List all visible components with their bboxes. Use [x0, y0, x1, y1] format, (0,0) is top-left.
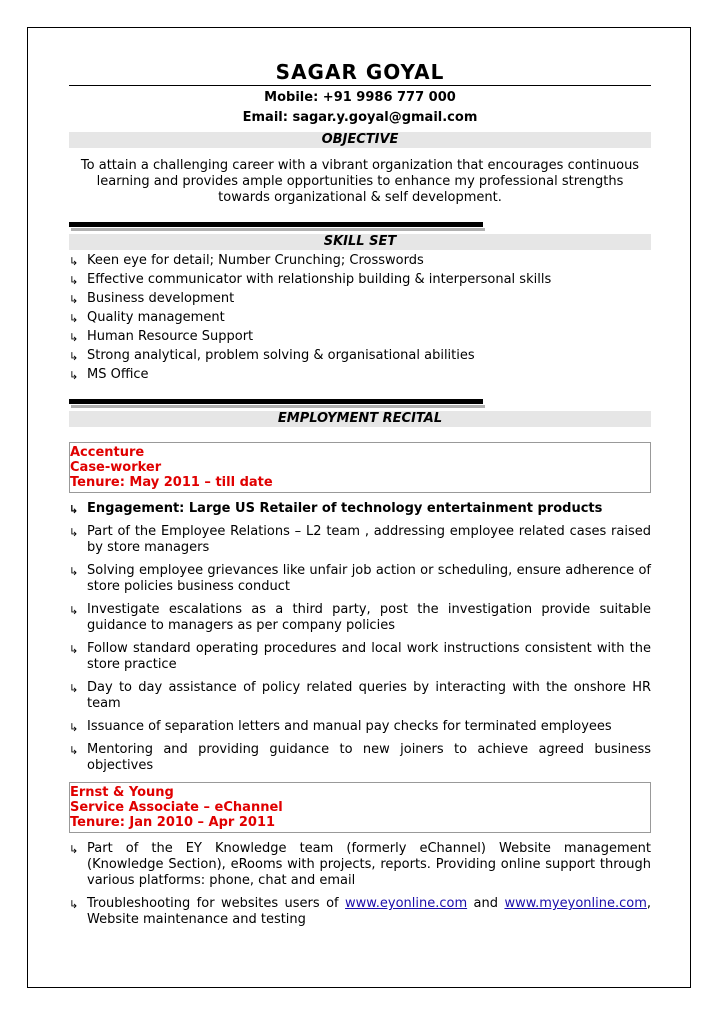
- arrow-bullet-icon: ↳: [69, 274, 79, 287]
- duty-text: Mentoring and providing guidance to new joiners to achieve agreed business objectives: [87, 742, 651, 773]
- skill-text: Strong analytical, problem solving & organisational abilities: [87, 348, 475, 363]
- company-name: Accenture: [70, 445, 145, 460]
- arrow-bullet-icon: ↳: [69, 503, 79, 516]
- objective-heading: OBJECTIVE: [69, 132, 651, 148]
- skills-heading: SKILL SET: [69, 234, 651, 250]
- name-divider: [69, 85, 651, 86]
- candidate-name: SAGAR GOYAL: [275, 60, 445, 84]
- eyonline-link[interactable]: www.eyonline.com: [345, 896, 468, 911]
- arrow-bullet-icon: ↳: [69, 350, 79, 363]
- skill-text: MS Office: [87, 367, 149, 382]
- engagement-text: Engagement: Large US Retailer of technology entertainment products: [87, 501, 603, 516]
- employment-heading: EMPLOYMENT RECITAL: [69, 411, 651, 427]
- duty-item: [69, 602, 651, 634]
- skill-text: Human Resource Support: [87, 329, 254, 344]
- duty-text: Day to day assistance of policy related queries by interacting with the onshore HR team: [87, 680, 651, 711]
- arrow-bullet-icon: ↳: [69, 526, 79, 539]
- arrow-bullet-icon: ↳: [69, 643, 79, 656]
- duty-item: [69, 641, 651, 673]
- duty-item: [69, 524, 651, 556]
- ey-duties-list: [69, 841, 651, 928]
- job-tenure: Tenure: Jan 2010 – Apr 2011: [70, 815, 276, 830]
- engagement-item: [69, 501, 651, 517]
- arrow-bullet-icon: ↳: [69, 369, 79, 382]
- job-role: Case-worker: [70, 460, 162, 475]
- skill-item: [69, 272, 651, 288]
- arrow-bullet-icon: ↳: [69, 898, 79, 911]
- arrow-bullet-icon: ↳: [69, 293, 79, 306]
- arrow-bullet-icon: ↳: [69, 682, 79, 695]
- arrow-bullet-icon: ↳: [69, 331, 79, 344]
- skill-item: [69, 253, 651, 269]
- duty-item: [69, 719, 651, 735]
- skill-item: [69, 348, 651, 364]
- job-tenure: Tenure: May 2011 – till date: [70, 475, 273, 490]
- skill-item: [69, 367, 651, 383]
- duty-item: [69, 896, 651, 928]
- duty-text: Investigate escalations as a third party, post the investigation provide suitable guidance to managers as per company policies: [87, 602, 651, 633]
- arrow-bullet-icon: ↳: [69, 565, 79, 578]
- job-header-ernst-young: [69, 782, 651, 833]
- section-divider: [69, 399, 651, 413]
- troubleshooting-prefix: Troubleshooting for websites users of: [87, 896, 346, 911]
- arrow-bullet-icon: ↳: [69, 312, 79, 325]
- skill-text: Keen eye for detail; Number Crunching; Crosswords: [87, 253, 424, 268]
- divider-gray-bar: [71, 228, 485, 231]
- duty-item: [69, 563, 651, 595]
- skill-item: [69, 329, 651, 345]
- section-divider: [69, 222, 651, 236]
- myeyonline-link[interactable]: www.myeyonline.com: [504, 896, 647, 911]
- duty-text: Issuance of separation letters and manual pay checks for terminated employees: [87, 719, 612, 734]
- skill-text: Business development: [87, 291, 235, 306]
- troubleshooting-middle: and: [467, 896, 505, 911]
- mobile-number: Mobile: +91 9986 777 000: [264, 90, 456, 105]
- arrow-bullet-icon: ↳: [69, 721, 79, 734]
- arrow-bullet-icon: ↳: [69, 604, 79, 617]
- resume-content: [69, 59, 651, 935]
- duty-item: [69, 742, 651, 774]
- accenture-duties-list: [69, 501, 651, 774]
- skill-text: Quality management: [87, 310, 225, 325]
- skill-item: [69, 310, 651, 326]
- arrow-bullet-icon: ↳: [69, 744, 79, 757]
- divider-black-bar: [69, 399, 483, 404]
- company-name: Ernst & Young: [70, 785, 174, 800]
- objective-text: To attain a challenging career with a vibrant organization that encourages continuous learning and provides ample opportunities to enhance my professional strengths towards organizational & self development.: [80, 158, 640, 205]
- job-header-accenture: [69, 442, 651, 493]
- duty-text: Follow standard operating procedures and local work instructions consistent with the store practice: [87, 641, 651, 672]
- skill-text: Effective communicator with relationship building & interpersonal skills: [87, 272, 552, 287]
- duty-item: [69, 680, 651, 712]
- skills-list: [69, 253, 651, 383]
- arrow-bullet-icon: ↳: [69, 843, 79, 856]
- arrow-bullet-icon: ↳: [69, 255, 79, 268]
- troubleshooting-suffix: , Website maintenance and testing: [87, 896, 652, 927]
- duty-text: Part of the Employee Relations – L2 team , addressing employee related cases raised by store managers: [87, 524, 651, 555]
- skill-item: [69, 291, 651, 307]
- duty-text: Solving employee grievances like unfair job action or scheduling, ensure adherence of store policies business conduct: [87, 563, 651, 594]
- duty-text: Part of the EY Knowledge team (formerly eChannel) Website management (Knowledge Section), eRooms with projects, reports. Providing online support through various platforms: phone, chat and email: [87, 841, 651, 888]
- divider-gray-bar: [71, 405, 485, 408]
- duty-item: [69, 841, 651, 889]
- divider-black-bar: [69, 222, 483, 227]
- email-address: Email: sagar.y.goyal@gmail.com: [242, 110, 478, 125]
- job-role: Service Associate – eChannel: [70, 800, 283, 815]
